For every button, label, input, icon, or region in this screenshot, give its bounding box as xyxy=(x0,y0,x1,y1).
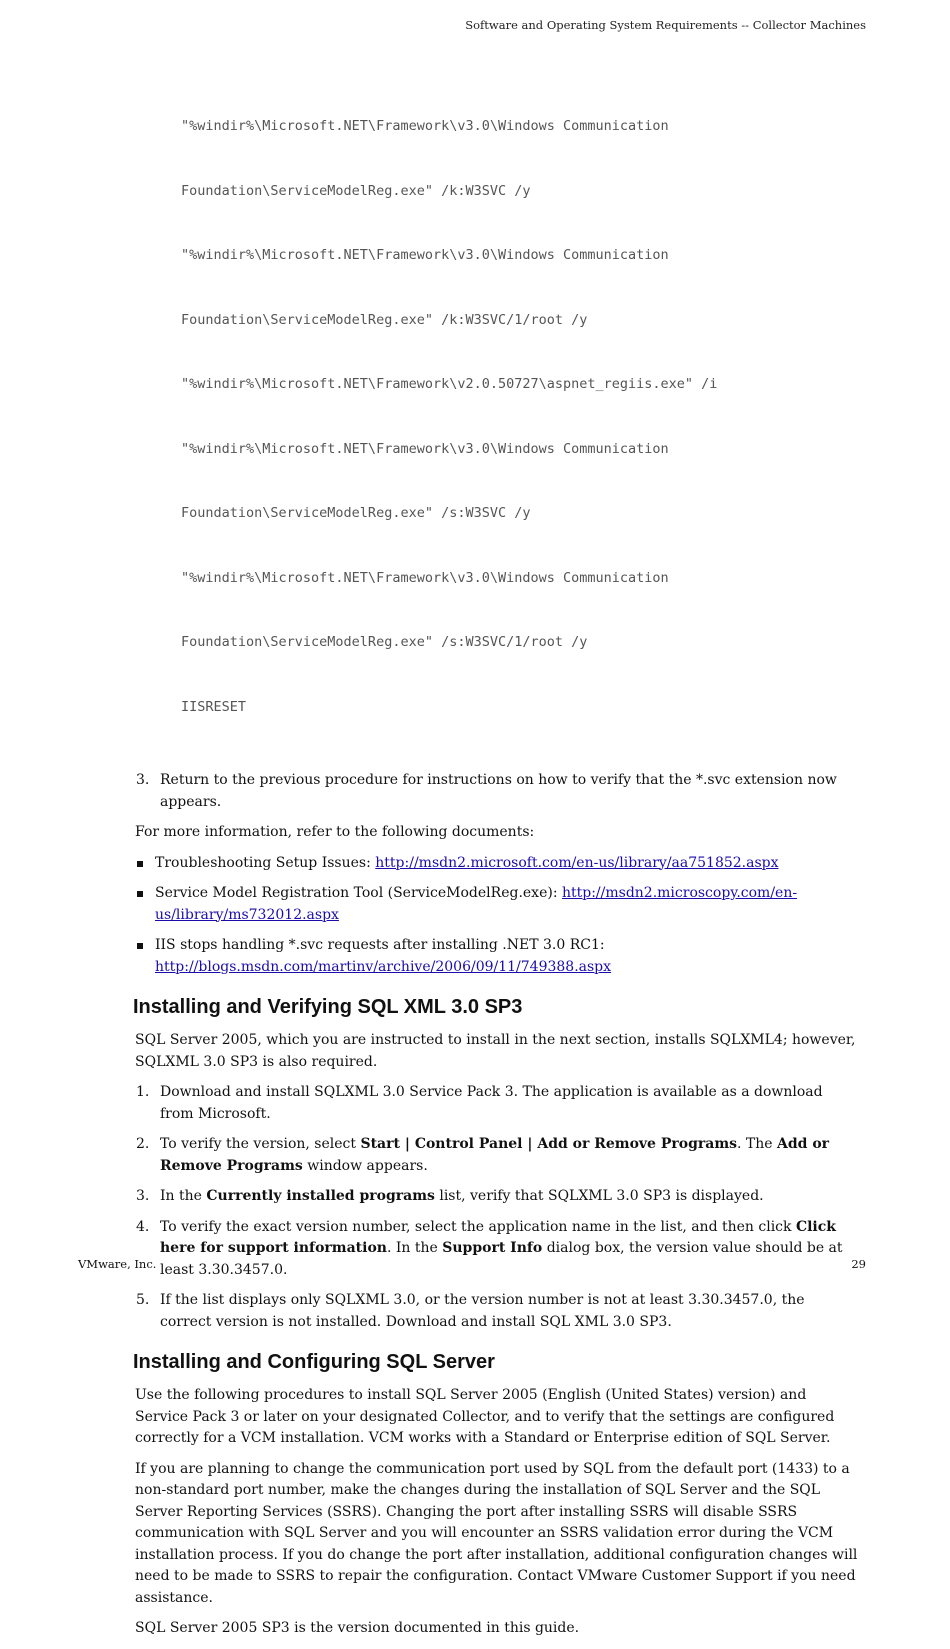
code-line: Foundation\ServiceModelReg.exe" /k:W3SVC /y xyxy=(181,182,531,199)
reference-label: IIS stops handling *.svc requests after installing .NET 3.0 RC1: xyxy=(155,937,605,953)
reference-link[interactable]: http://blogs.msdn.com/martinv/archive/2006/09/11/749388.aspx xyxy=(155,958,612,975)
step-item xyxy=(135,1082,860,1125)
step-text: Download and install SQLXML 3.0 Service Pack 3. The application is available as a download from Microsoft. xyxy=(160,1084,823,1122)
reference-item xyxy=(135,935,860,978)
step-text: To verify the exact version number, select the application name in the list, and then click xyxy=(160,1218,796,1235)
body-paragraph: SQL Server 2005 SP3 is the version documented in this guide. xyxy=(135,1620,580,1636)
code-block xyxy=(181,73,860,761)
menu-separator: | xyxy=(399,1136,415,1152)
code-line: Foundation\ServiceModelReg.exe" /s:W3SVC/1/root /y xyxy=(181,634,588,650)
section-intro: SQL Server 2005, which you are instructed to install in the next section, installs SQLXML4; however, SQLXML 3.0 SP3 is also required. xyxy=(135,1032,856,1070)
step-item xyxy=(135,1217,860,1282)
step-item xyxy=(135,770,860,813)
footer-company: VMware, Inc. xyxy=(78,1257,157,1271)
code-line: "%windir%\Microsoft.NET\Framework\v3.0\Windows Communication xyxy=(181,440,669,457)
dialog-name: Support Info xyxy=(442,1240,543,1256)
ui-link-name: Click here for support information xyxy=(160,1218,836,1256)
page-number: 29 xyxy=(851,1257,866,1271)
more-info-paragraph: For more information, refer to the following documents: xyxy=(135,824,535,840)
step-item xyxy=(135,1134,860,1177)
reference-label: Service Model Registration Tool (ServiceModelReg.exe): xyxy=(155,885,562,901)
step-number: 3. xyxy=(136,772,150,788)
body-paragraph: If you are planning to change the communication port used by SQL from the default port (1433) to a non-standard port number, make the changes during the installation of SQL Server and the SQL Server Reporting Services (SSRS). Changing the port after installing SSRS will disable SSRS communication with SQL Server and you will encounter an SSRS validation error during the VCM installation process. If you do change the port after installation, additional configuration changes will need to be made to SSRS to repair the configuration. Contact VMware Customer Support if you need assistance. xyxy=(135,1460,858,1606)
step-text: If the list displays only SQLXML 3.0, or the version number is not at least 3.30.3457.0, the correct version is not installed. Download and install SQL XML 3.0 SP3. xyxy=(160,1292,805,1330)
bullet-square-icon xyxy=(137,943,143,949)
code-line: Foundation\ServiceModelReg.exe" /k:W3SVC/1/root /y xyxy=(181,311,588,328)
reference-list xyxy=(135,853,860,979)
procedure-continued xyxy=(135,770,860,813)
page-content xyxy=(135,73,860,1649)
code-line: IISRESET xyxy=(181,698,247,715)
step-text: In the xyxy=(160,1188,207,1204)
menu-start: Start xyxy=(360,1136,400,1152)
code-line: "%windir%\Microsoft.NET\Framework\v3.0\Windows Communication xyxy=(181,569,669,586)
reference-label: Troubleshooting Setup Issues: xyxy=(155,854,376,871)
step-number: 3. xyxy=(136,1188,150,1204)
section-heading: Installing and Configuring SQL Server xyxy=(133,1351,495,1373)
code-line: "%windir%\Microsoft.NET\Framework\v3.0\Windows Communication xyxy=(181,118,669,134)
step-text: To verify the version, select xyxy=(160,1136,361,1152)
reference-item xyxy=(135,883,860,926)
menu-separator: | xyxy=(522,1136,538,1152)
reference-link[interactable]: http://msdn2.microsoft.com/en-us/library/aa751852.aspx xyxy=(375,854,779,871)
list-name: Currently installed programs xyxy=(206,1188,435,1204)
step-text: window appears. xyxy=(302,1157,428,1174)
code-line: Foundation\ServiceModelReg.exe" /s:W3SVC /y xyxy=(181,505,531,521)
bullet-square-icon xyxy=(137,891,143,897)
window-name: Add or Remove Programs xyxy=(160,1136,830,1174)
bullet-square-icon xyxy=(137,861,143,867)
step-item xyxy=(135,1186,860,1208)
menu-add-remove-programs: Add or Remove Programs xyxy=(537,1136,738,1152)
reference-item xyxy=(135,853,860,875)
step-item xyxy=(135,1290,860,1333)
body-paragraph: Use the following procedures to install SQL Server 2005 (English (United States) version) and Service Pack 3 or later on your designated Collector, and to verify that the settings are configured correctly for a VCM installation. VCM works with a Standard or Enterprise edition of SQL Server. xyxy=(135,1387,835,1446)
step-text: dialog box, the version value should be at least 3.30.3457.0. xyxy=(160,1240,843,1278)
code-line: "%windir%\Microsoft.NET\Framework\v3.0\Windows Communication xyxy=(181,247,669,263)
menu-control-panel: Control Panel xyxy=(414,1136,523,1152)
reference-link[interactable]: http://msdn2.microscopy.com/en-us/library/ms732012.aspx xyxy=(155,885,798,923)
step-text: list, verify that SQLXML 3.0 SP3 is displayed. xyxy=(434,1188,764,1204)
step-text: . In the xyxy=(386,1240,443,1256)
step-number: 4. xyxy=(136,1218,150,1235)
section-heading: Installing and Verifying SQL XML 3.0 SP3 xyxy=(133,996,523,1018)
running-header: Software and Operating System Requirements -- Collector Machines xyxy=(465,18,866,32)
step-text: . The xyxy=(737,1136,778,1152)
sqlxml-steps xyxy=(135,1082,860,1333)
step-number: 5. xyxy=(136,1292,150,1308)
step-number: 1. xyxy=(136,1084,150,1100)
code-line: "%windir%\Microsoft.NET\Framework\v2.0.50727\aspnet_regiis.exe" /i xyxy=(181,376,718,392)
step-number: 2. xyxy=(136,1136,150,1152)
step-text: Return to the previous procedure for instructions on how to verify that the *.svc extension now appears. xyxy=(160,772,837,810)
